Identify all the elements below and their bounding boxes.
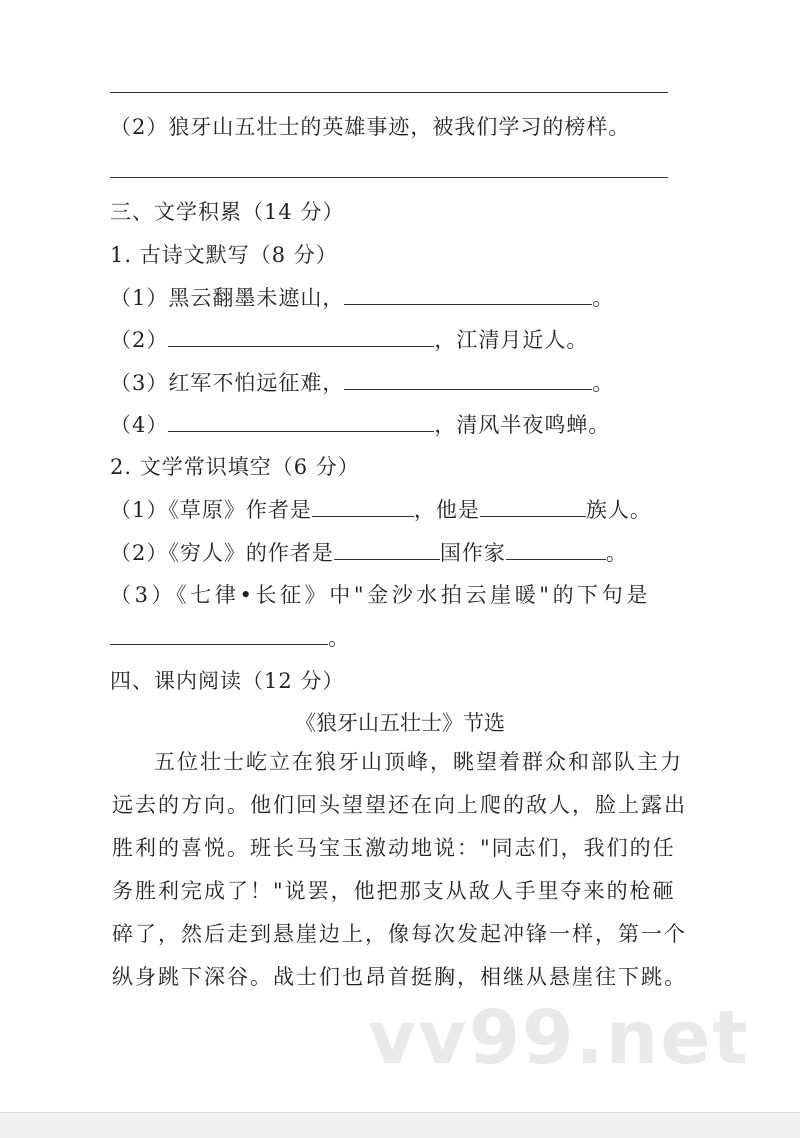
poem-suffix: 。 [592,371,615,395]
passage-paragraph: 五位壮士屹立在狼牙山顶峰，眺望着群众和部队主力远去的方向。他们回头望望还在向上爬的敌人，脸上露出胜利的喜悦。班长马宝玉激动地说："同志们，我们的任务胜利完成了！"说罢，他把那支从敌人手里夺来的枪砸碎了，然后走到悬崖边上，像每次发起冲锋一样，第一个纵身跳下深谷。战士们也昂首挺胸，相继从悬崖往下跳。 [112,750,687,989]
poem-suffix: 。 [592,286,615,310]
poem-prefix: （3）红军不怕远征难， [110,371,345,395]
fill-blank[interactable] [110,624,328,645]
fill-blank[interactable] [506,539,606,560]
poem-suffix: ，清风半夜鸣蝉。 [434,413,611,437]
literature-item-2 [110,538,628,568]
lit-text: 。 [328,626,350,650]
reading-passage [112,741,692,999]
lit-text: 国作家 [439,541,506,565]
fill-blank[interactable] [480,496,586,517]
watermark: vv99.net [368,995,750,1081]
fill-blank[interactable] [168,326,434,347]
viewer-bottom-bar [0,1112,800,1138]
fill-blank[interactable] [312,496,414,517]
poem-item-1 [110,283,614,313]
fill-blank[interactable] [344,284,592,305]
literature-item-1 [110,495,652,525]
lit-text: 。 [605,541,628,565]
section-4-title: 四、课内阅读（12 分） [110,669,345,693]
poem-prefix: （1）黑云翻墨未遮山， [110,286,345,310]
poem-prefix: （4） [110,413,169,437]
answer-line [110,177,668,178]
poem-item-2 [110,325,588,355]
lit-text: ，他是 [413,498,480,522]
lit-text: 族人。 [585,498,652,522]
lit-text: （2）《穷人》的作者是 [110,541,334,565]
section-3-title: 三、文学积累（14 分） [110,200,345,224]
poem-item-3 [110,368,614,398]
poem-prefix: （2） [110,328,169,352]
answer-line [110,92,668,93]
literature-item-3: （3）《七律•长征》中"金沙水拍云崖暖"的下句是 [110,583,651,607]
fill-blank[interactable] [168,411,434,432]
poem-suffix: ，江清月近人。 [434,328,589,352]
subsection-1-title: 1. 古诗文默写（8 分） [110,243,338,267]
lit-text: （1）《草原》作者是 [110,498,312,522]
subsection-2-title: 2. 文学常识填空（6 分） [110,455,360,479]
literature-item-3-answer [110,623,350,653]
fill-blank[interactable] [344,369,592,390]
passage-title: 《狼牙山五壮士》节选 [295,711,505,735]
question-item-2: （2）狼牙山五壮士的英雄事迹，被我们学习的榜样。 [110,115,631,139]
fill-blank[interactable] [334,539,440,560]
poem-item-4 [110,410,610,440]
